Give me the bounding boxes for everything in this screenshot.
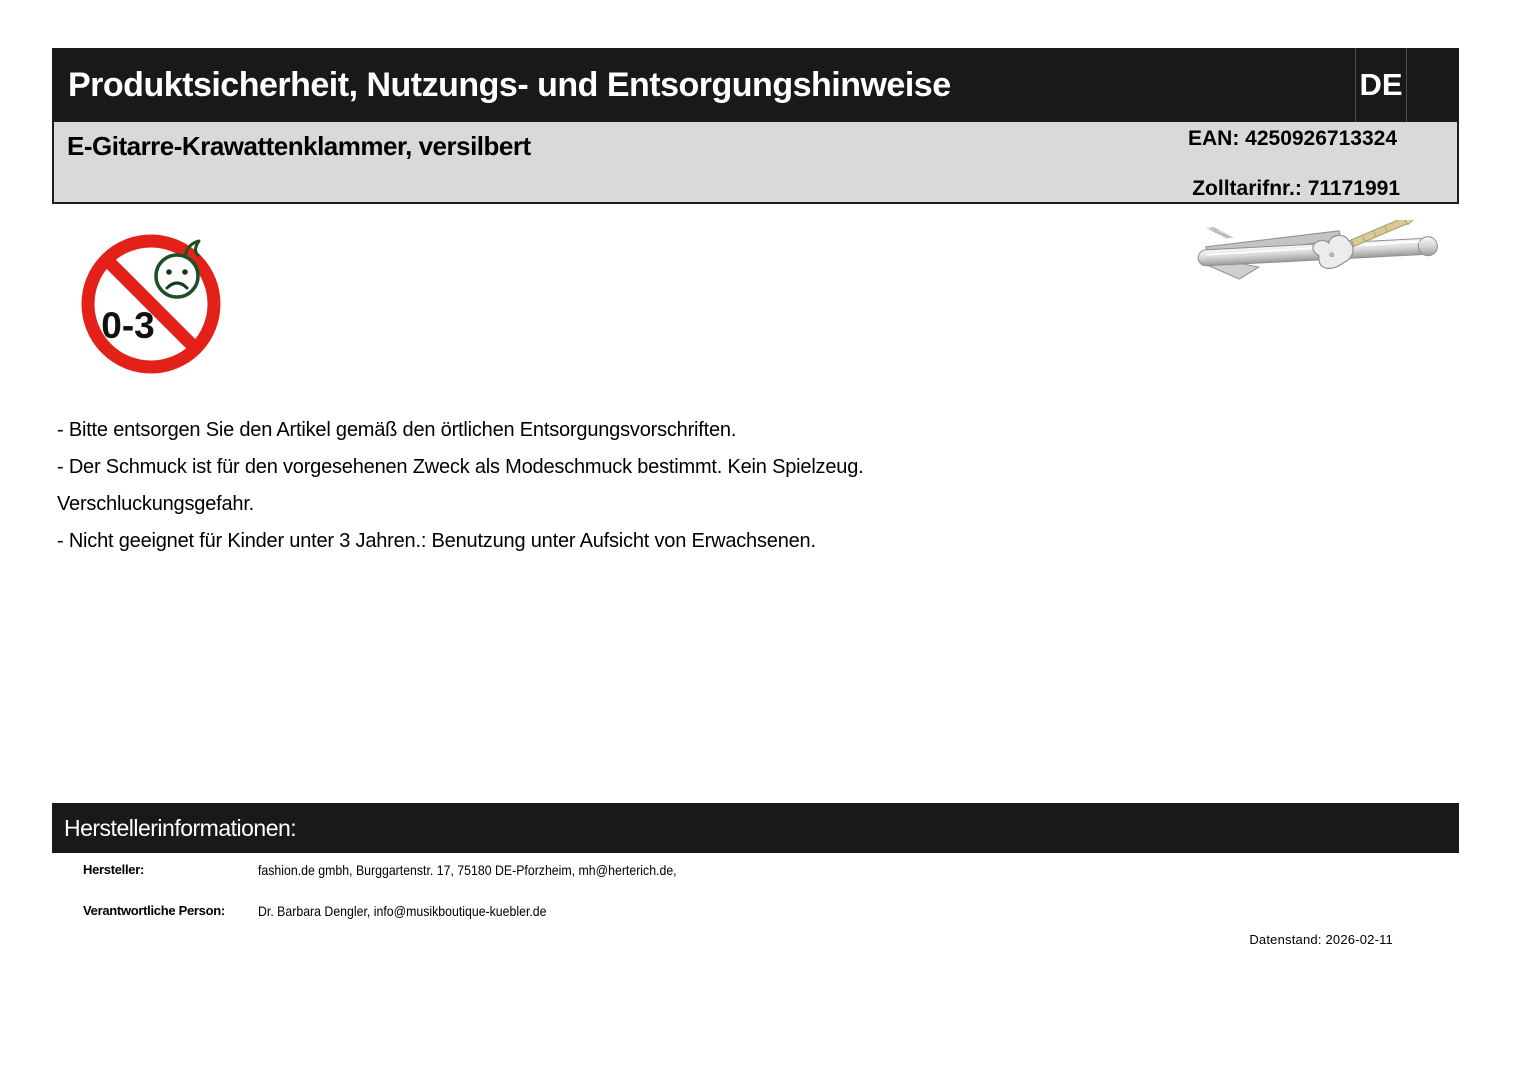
note-line: - Der Schmuck ist für den vorgesehenen Zweck als Modeschmuck bestimmt. Kein Spielzeug. xyxy=(57,456,864,478)
responsible-person-label: Verantwortliche Person: xyxy=(83,903,225,918)
data-date: Datenstand: 2026-02-11 xyxy=(1249,932,1393,947)
manufacturer-section-bar xyxy=(52,803,1459,853)
responsible-person-value: Dr. Barbara Dengler, info@musikboutique-kuebler.de xyxy=(258,903,547,919)
title-bar xyxy=(52,48,1459,122)
manufacturer-section-heading: Herstellerinformationen: xyxy=(64,814,297,841)
ean-number: EAN: 4250926713324 xyxy=(1188,127,1397,150)
manufacturer-value: fashion.de gmbh, Burggartenstr. 17, 75180 DE-Pforzheim, mh@herterich.de, xyxy=(258,862,677,878)
note-line: Verschluckungsgefahr. xyxy=(57,493,255,515)
page-title: Produktsicherheit, Nutzungs- und Entsorgungshinweise xyxy=(68,65,951,104)
product-header xyxy=(52,122,1459,204)
note-line: - Bitte entsorgen Sie den Artikel gemäß den örtlichen Entsorgungsvorschriften. xyxy=(57,419,737,441)
baby-face-icon xyxy=(156,255,198,297)
manufacturer-label: Hersteller: xyxy=(83,862,145,877)
safety-notes xyxy=(57,412,863,560)
language-code: DE xyxy=(1359,67,1403,102)
age-range-label: 0-3 xyxy=(101,305,155,346)
note-line: - Nicht geeignet für Kinder unter 3 Jahren.: Benutzung unter Aufsicht von Erwachsenen. xyxy=(57,530,816,552)
product-name: E-Gitarre-Krawattenklammer, versilbert xyxy=(67,131,531,161)
customs-tariff-number: Zolltarifnr.: 71171991 xyxy=(1192,177,1400,200)
language-badge xyxy=(1355,48,1407,122)
age-warning-0-3-icon xyxy=(80,230,225,378)
tie-clip-product-image xyxy=(1188,220,1446,282)
